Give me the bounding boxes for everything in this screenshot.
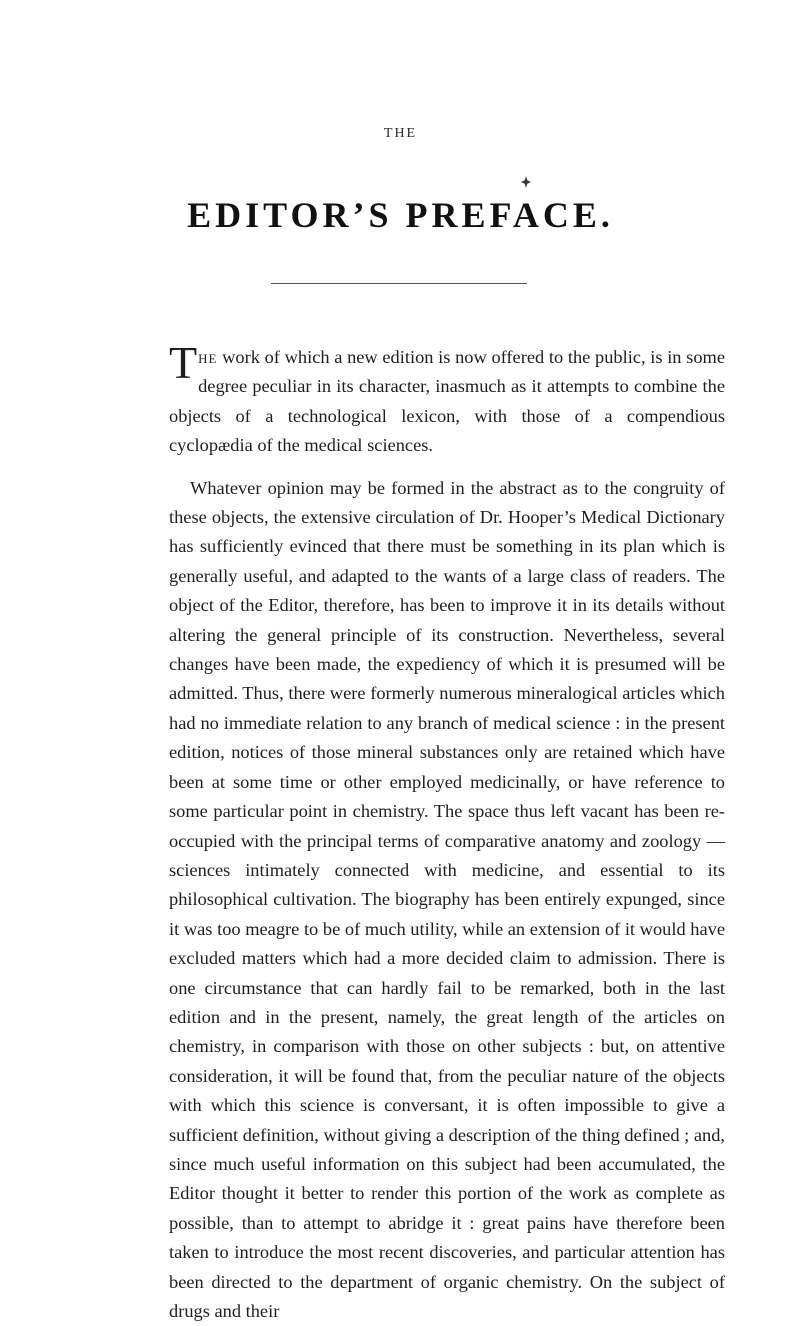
fleuron-icon xyxy=(521,176,531,188)
paragraph-text: work of which a new edition is now offered to the public, is in some degree peculiar in its character, inasmuch as it attempts to combine the objects of a technological lexicon, with those of a compendious cyclopædia of the medical sciences. xyxy=(169,347,725,456)
preface-body xyxy=(169,337,725,1326)
small-caps-lead: he xyxy=(198,347,218,367)
paragraph: Whatever opinion may be formed in the abstract as to the congruity of these objects, the extensive circulation of Dr. Hooper’s Medical Dictionary has sufficiently evinced that there must be something in its plan which is generally useful, and adapted to the wants of a large class of readers. The object of the Editor, therefore, has been to improve it in its details without altering the general principle of its construction. Nevertheless, several changes have been made, the expediency of which it is presumed will be admitted. Thus, there were formerly numerous mineralogical articles which had no immediate relation to any branch of medical science : in the present edition, notices of those mineral substances only are retained which have been at some time or other employed medicinally, or have reference to some particular point in chemistry. The space thus left vacant has been re-occupied with the principal terms of comparative anatomy and zoology — sciences intimately connected with medicine, and essential to its philosophical cultivation. The biography has been entirely expunged, since it was too meagre to be of much utility, while an extension of it would have excluded matters which had a more decided claim to admission. There is one circumstance that can hardly fail to be remarked, both in the last edition and in the present, namely, the great length of the articles on chemistry, in comparison with those on other subjects : but, on attentive consideration, it will be found that, from the peculiar nature of the objects with which this science is conversant, it is often impossible to give a sufficient definition, without giving a description of the thing defined ; and, since much useful information on this subject had been accumulated, the Editor thought it better to render this portion of the work as complete as possible, than to attempt to abridge it : great pains have therefore been taken to introduce the most recent discoveries, and particular attention has been directed to the department of organic chemistry. On the subject of drugs and their xyxy=(169,477,725,1321)
drop-cap: T xyxy=(169,337,198,388)
page-title: EDITOR’S PREFACE. xyxy=(187,195,614,235)
paragraph xyxy=(169,337,725,461)
title-rule xyxy=(271,283,527,284)
pre-title: THE xyxy=(383,126,418,141)
fleuron-icon-shape xyxy=(521,176,531,188)
